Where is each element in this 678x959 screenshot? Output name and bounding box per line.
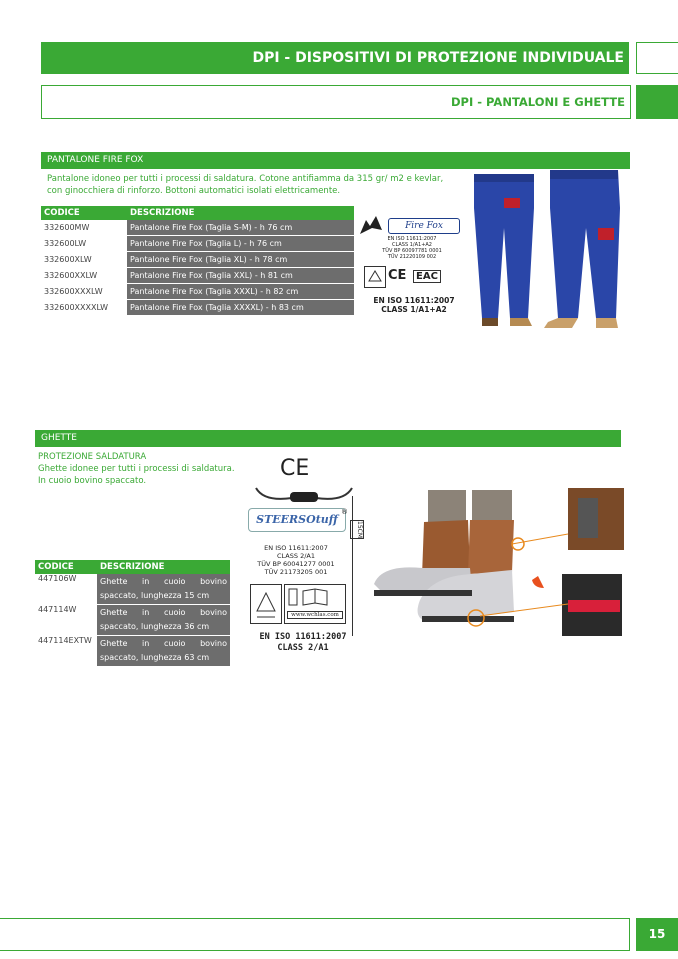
book-icon <box>285 585 345 611</box>
product-code: 332600XXXXLW <box>44 303 109 312</box>
ce-mark-icon: CE <box>280 456 310 481</box>
ghette-text <box>38 451 268 487</box>
column-header: CODICE <box>35 560 97 574</box>
product-code: 332600MW <box>44 223 90 233</box>
product-code: 447114W <box>38 604 77 614</box>
table-row <box>41 268 354 284</box>
subheader-box <box>41 85 631 119</box>
firefox-brand: Fire Fox <box>388 218 460 234</box>
page-header-bar <box>41 42 629 74</box>
welding-pictogram-icon <box>250 584 282 624</box>
cert-norm: EN ISO 11611:2007 <box>373 296 455 305</box>
registered-mark: ® <box>341 508 348 516</box>
ce-mark-icon: CE <box>388 268 407 283</box>
pantalone-table <box>41 206 354 316</box>
product-code: 447114EXTW <box>38 635 92 645</box>
welding-pictogram-icon <box>364 266 386 288</box>
cert-line: CLASS 1/A1+A2 <box>391 242 432 248</box>
section-bar-label: GHETTE <box>41 433 77 443</box>
cert-line: TÜV BP 60041277 0001 <box>257 560 335 568</box>
product-desc: spaccato, lunghezza 15 cm <box>100 591 210 600</box>
product-code: 447106W <box>38 574 77 583</box>
product-code: 332600XXLW <box>44 271 98 280</box>
cert-line: CLASS 2/A1 <box>277 552 315 560</box>
cert-line: TÜV BP 60097781 0001 <box>382 248 442 254</box>
subheader-square <box>636 85 678 119</box>
column-header: CODICE <box>41 206 127 220</box>
column-header: DESCRIZIONE <box>127 206 354 220</box>
cert-norm: EN ISO 11611:2007 <box>259 632 347 642</box>
product-desc: Pantalone Fire Fox (Taglia S-M) - h 76 cm <box>127 220 354 236</box>
column-header: DESCRIZIONE <box>97 560 230 574</box>
product-desc: Pantalone Fire Fox (Taglia L) - h 76 cm <box>127 236 354 252</box>
fire-fox-trousers-image <box>468 168 626 358</box>
ghette-title: PROTEZIONE SALDATURA <box>38 452 147 462</box>
ghette-table <box>35 560 230 667</box>
table-row <box>41 220 354 236</box>
ghette-image <box>372 484 628 640</box>
steersotuff-brand: STEERSOtuff <box>248 508 346 532</box>
product-desc: Pantalone Fire Fox (Taglia XXXL) - h 82 cm <box>127 284 354 300</box>
section-bar-pantalone <box>41 152 630 169</box>
cert-line: EN ISO 11611:2007 <box>264 544 328 552</box>
product-desc: Ghette in cuoio bovino <box>100 577 227 586</box>
table-row <box>41 236 354 252</box>
table-row <box>35 605 230 636</box>
cert-class: CLASS 1/A1+A2 <box>381 305 447 314</box>
measure-label: 15CM <box>350 520 364 539</box>
page-title: DPI - DISPOSITIVI DI PROTEZIONE INDIVIDUALE <box>252 50 624 66</box>
page-subtitle: DPI - PANTALONI E GHETTE <box>451 95 625 109</box>
measure-line <box>352 496 363 636</box>
page-number: 15 <box>636 918 678 951</box>
info-pictogram <box>284 584 346 624</box>
product-desc: Pantalone Fire Fox (Taglia XL) - h 78 cm <box>127 252 354 268</box>
product-code: 332600XXXLW <box>44 287 103 296</box>
product-desc: Pantalone Fire Fox (Taglia XXL) - h 81 cm <box>127 268 354 284</box>
cert-url: www.wchlas.com <box>287 611 343 619</box>
product-code: 332600XLW <box>44 255 92 264</box>
cert-line: EN ISO 11611:2007 <box>387 236 437 242</box>
cert-line: TÜV 21220109 002 <box>387 254 437 260</box>
product-desc: Ghette in cuoio bovino <box>100 608 227 617</box>
product-desc: Ghette in cuoio bovino <box>100 639 227 648</box>
product-desc: spaccato, lunghezza 63 cm <box>100 653 210 662</box>
steersotuff-cert-label <box>238 456 368 656</box>
ghette-desc-line: In cuoio bovino spaccato. <box>38 476 147 486</box>
table-row <box>35 636 230 667</box>
table-row <box>41 300 354 316</box>
ghette-desc-line: Ghette idonee per tutti i processi di saldatura. <box>38 464 235 474</box>
fox-logo-icon <box>358 214 384 238</box>
table-row <box>41 252 354 268</box>
section-bar-ghette <box>35 430 621 447</box>
table-row <box>41 284 354 300</box>
bull-horns-icon <box>254 484 354 506</box>
cert-class: CLASS 2/A1 <box>277 643 329 653</box>
footer-box <box>0 918 630 951</box>
cert-line: TÜV 21173205 001 <box>264 568 328 576</box>
eac-mark-icon: EAC <box>413 270 441 283</box>
product-desc: Pantalone Fire Fox (Taglia XXXXL) - h 83 cm <box>127 300 354 316</box>
product-code: 332600LW <box>44 239 87 248</box>
pantalone-description: Pantalone idoneo per tutti i processi di saldatura. Cotone antifiamma da 315 gr/ m2 e kevlar, con ginocchiera di rinforzo. Bottoni automatici isolati elettricamente. <box>47 174 444 196</box>
section-bar-label: PANTALONE FIRE FOX <box>47 155 144 165</box>
header-side-box <box>636 42 678 74</box>
table-row <box>35 574 230 605</box>
firefox-cert-label <box>358 212 470 320</box>
product-desc: spaccato, lunghezza 36 cm <box>100 622 210 631</box>
